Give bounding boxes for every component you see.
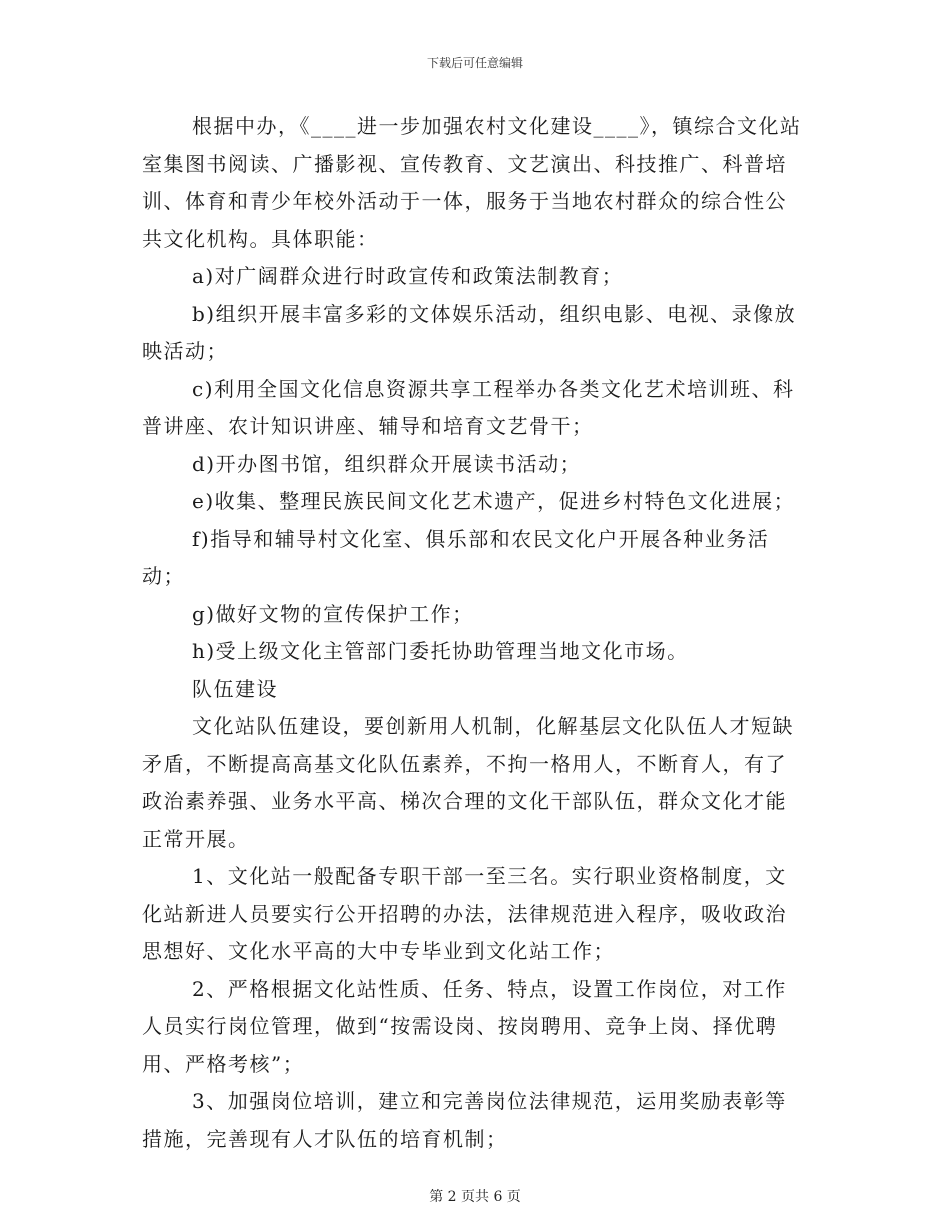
list-item-h: h)受上级文化主管部门委托协助管理当地文化市场。 — [192, 639, 689, 663]
numbered-item-3: 3、加强岗位培训，建立和完善岗位法律规范，运用奖励表彰等措施，完善现有人才队伍的培育机制； — [142, 1089, 787, 1151]
list-item-d: d)开办图书馆，组织群众开展读书活动； — [192, 451, 582, 476]
section-heading: 队伍建设 — [192, 676, 278, 701]
page-number: 第 2 页共 6 页 — [429, 1189, 521, 1205]
numbered-item-1: 1、文化站一般配备专职干部一至三名。实行职业资格制度，文化站新进人员要实行公开招聘的办法，法律规范进入程序，吸收政治思想好、文化水平高的大中专毕业到文化站工作； — [142, 864, 787, 963]
page-header: 下载后可任意编辑 — [426, 56, 523, 70]
numbered-item-2: 2、严格根据文化站性质、任务、特点，设置工作岗位，对工作人员实行岗位管理，做到“按需设岗、按岗聘用、竞争上岗、择优聘用、严格考核”； — [142, 976, 787, 1076]
list-item-f: f)指导和辅导村文化室、俱乐部和农民文化户开展各种业务活动； — [142, 526, 770, 588]
document-body — [142, 108, 807, 1158]
list-item-e: e)收集、整理民族民间文化艺术遗产，促进乡村特色文化进展； — [192, 489, 796, 513]
list-item-b: b)组织开展丰富多彩的文体娱乐活动，组织电影、电视、录像放映活动； — [142, 301, 797, 363]
list-item-g: g)做好文物的宣传保护工作； — [192, 601, 474, 626]
paragraph-team: 文化站队伍建设，要创新用人机制，化解基层文化队伍人才短缺矛盾，不断提高高基文化队伍素养，不拘一格用人，不断育人，有了政治素养强、业务水平高、梯次合理的文化干部队伍，群众文化才能正常开展。 — [142, 714, 794, 851]
list-item-a: a)对广阔群众进行时政宣传和政策法制教育； — [192, 264, 624, 288]
paragraph-intro: 根据中办，《____进一步加强农村文化建设____》，镇综合文化站室集图书阅读、广播影视、宣传教育、文艺演出、科技推广、科普培训、体育和青少年校外活动于一体，服务于当地农村群众的综合性公共文化机构。具体职能： — [142, 114, 802, 251]
list-item-c: c)利用全国文化信息资源共享工程举办各类文化艺术培训班、科普讲座、农计知识讲座、辅导和培育文艺骨干； — [142, 376, 795, 438]
